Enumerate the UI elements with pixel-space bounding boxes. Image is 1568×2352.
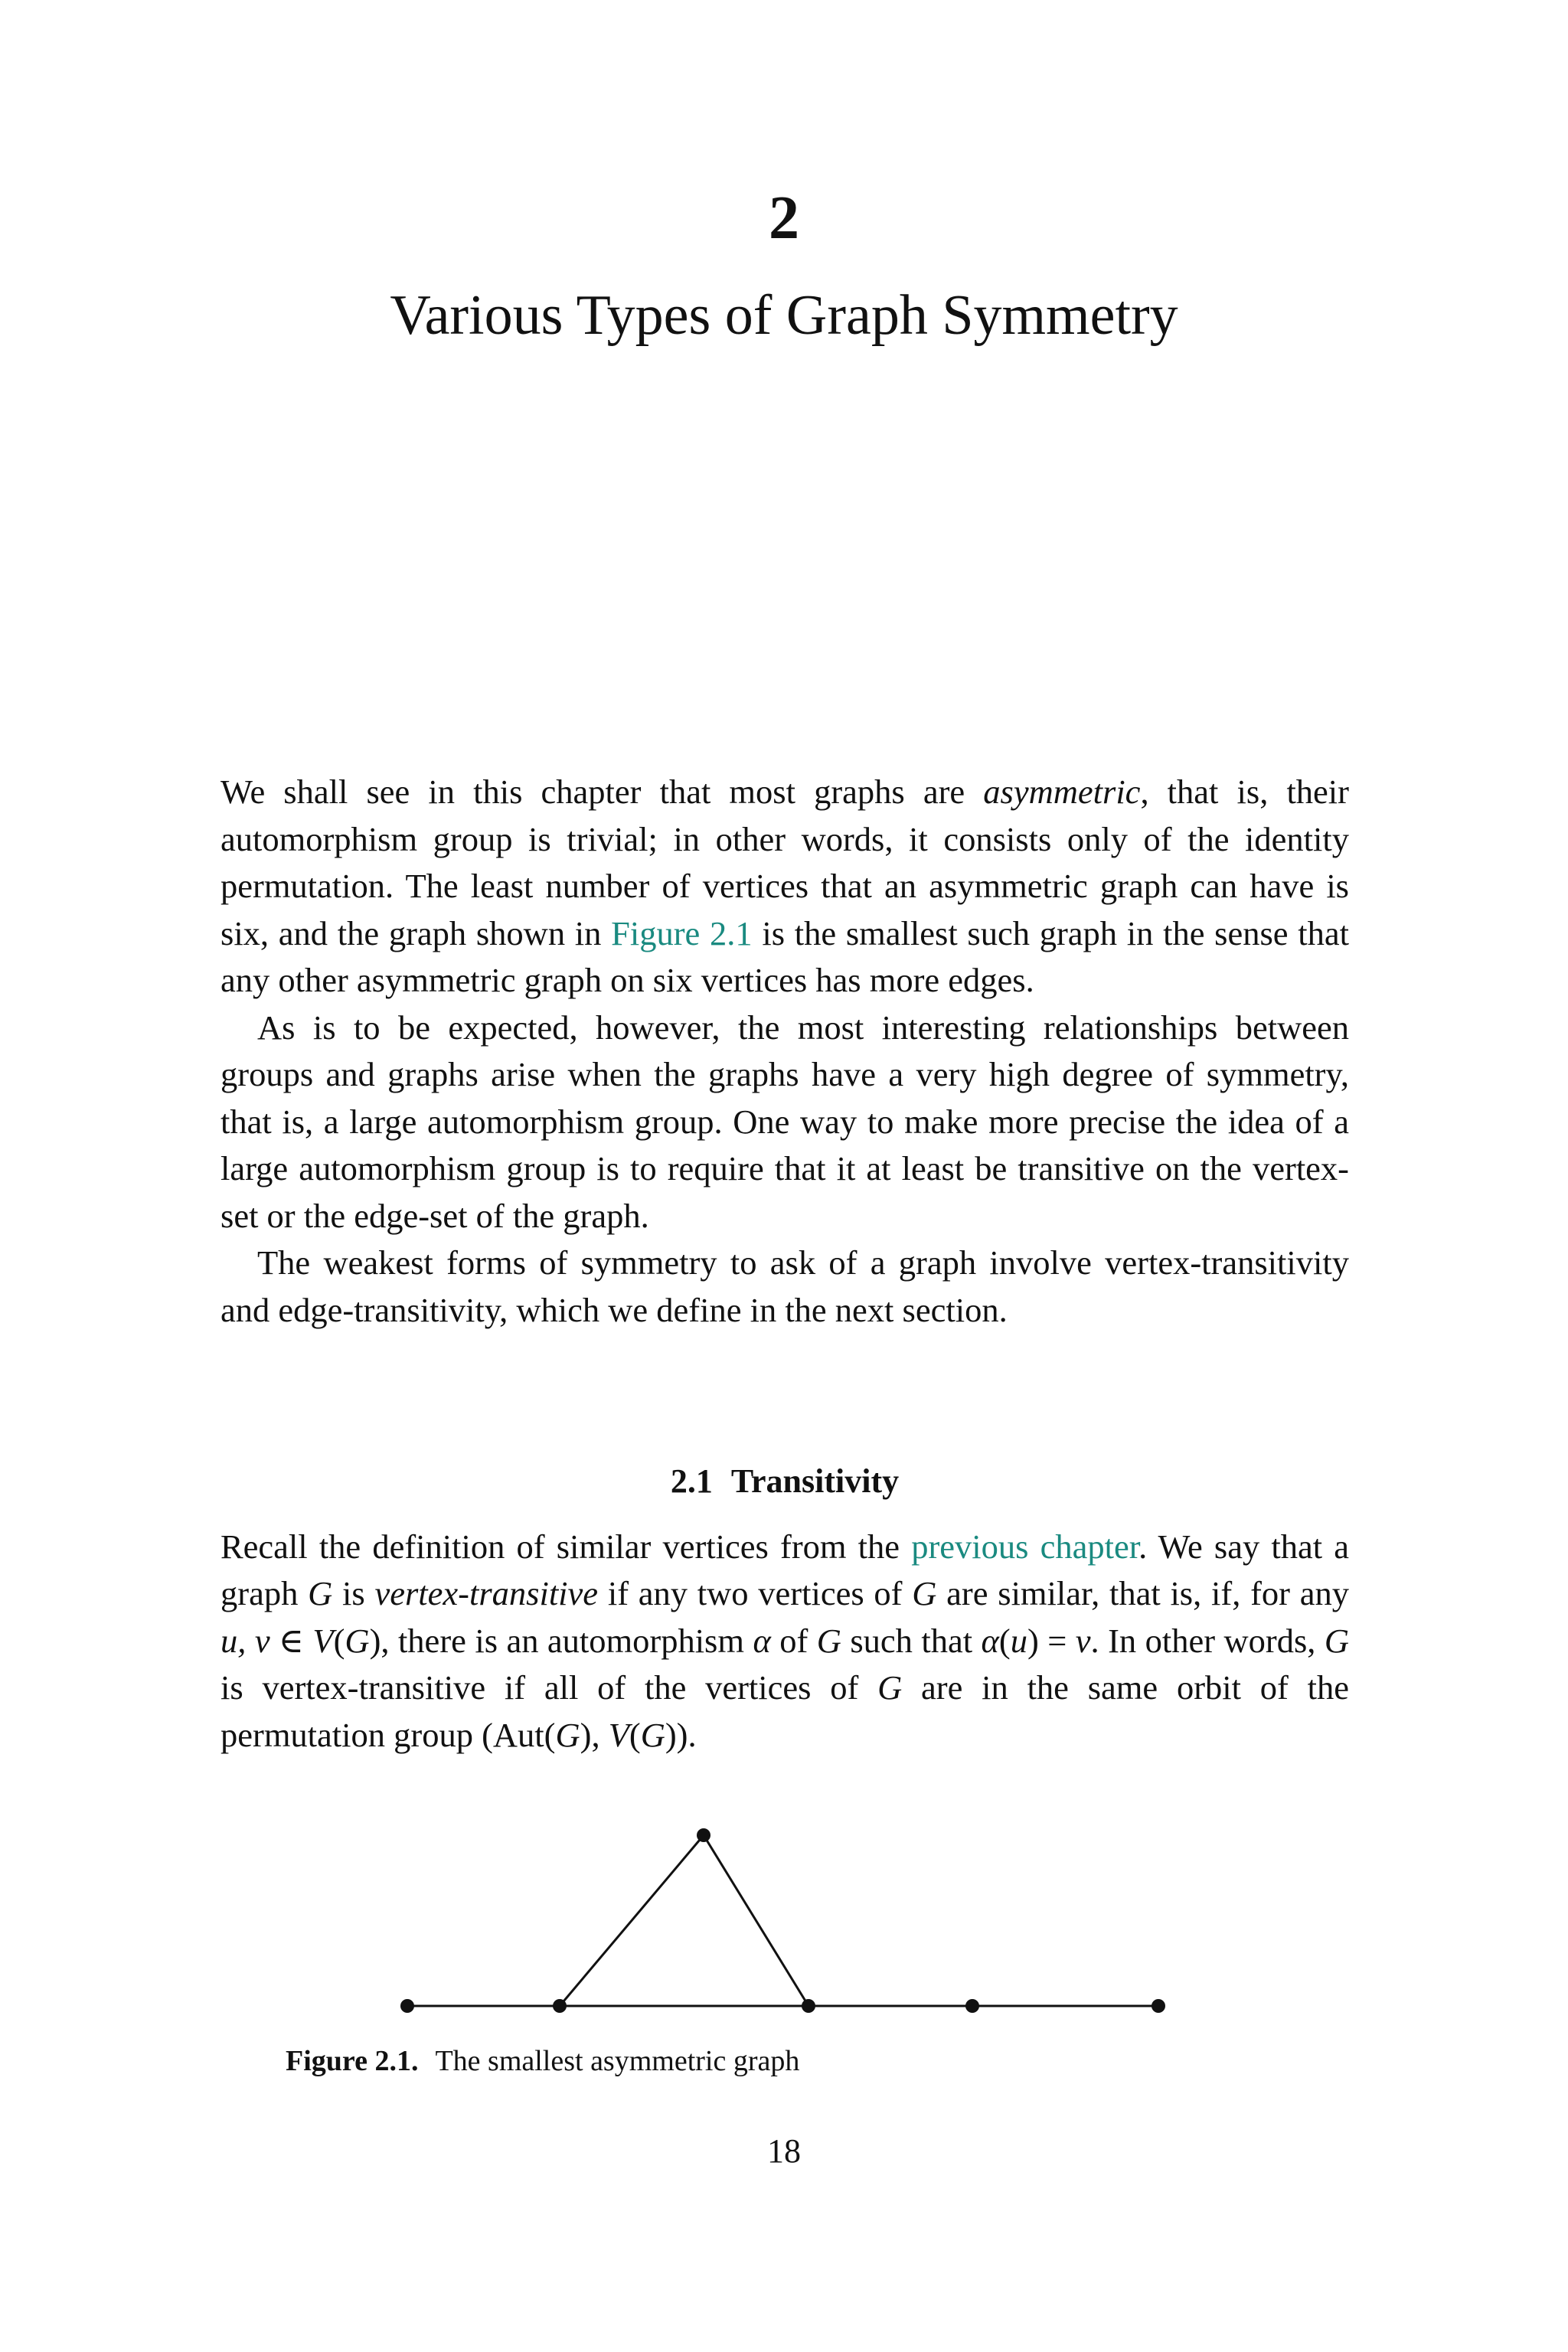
math-var: G: [1324, 1621, 1349, 1660]
page-number: 18: [767, 2132, 801, 2170]
text-run: is vertex-transitive if all of the vertices of: [220, 1668, 878, 1707]
graph-edge: [560, 1835, 704, 2006]
text-run: are similar, that is, if, for any: [936, 1574, 1349, 1612]
text-run: )).: [665, 1715, 697, 1754]
section-number: 2.1: [670, 1462, 713, 1500]
previous-chapter-link[interactable]: previous chapter: [911, 1527, 1139, 1566]
math-var: G: [816, 1621, 841, 1660]
text-run: Recall the definition of similar vertices from the: [220, 1527, 912, 1566]
text-run: , that is, their automorphism group is trivial; in other words, it consists only of the identity permutation. The least number of vertices that an asymmetric graph can have is six, and the graph shown in: [220, 773, 1349, 952]
text-run: ),: [580, 1715, 609, 1754]
graph-vertex: [965, 1999, 979, 2013]
chapter-number: 2: [769, 185, 799, 252]
text-run: ), there is an automorphism: [369, 1621, 753, 1660]
figure-caption-text: The smallest asymmetric graph: [435, 2045, 800, 2077]
emphasis-asymmetric: asymmetric: [983, 773, 1141, 811]
chapter-title: Various Types of Graph Symmetry: [390, 284, 1178, 347]
graph-vertex: [697, 1828, 710, 1842]
math-var: v: [1075, 1621, 1091, 1660]
graph-vertex: [1152, 1999, 1165, 2013]
math-var: G: [877, 1668, 903, 1707]
graph-vertex: [553, 1999, 567, 2013]
text-run: ∈: [270, 1621, 313, 1660]
math-var: u: [1010, 1621, 1027, 1660]
figure-label: Figure 2.1.: [286, 2045, 419, 2077]
math-var: u, v: [220, 1621, 270, 1660]
text-run: is the smallest such graph in the sense that any other asymmetric graph on six vertices has more edges.: [220, 913, 1349, 999]
text-run: is: [332, 1574, 375, 1612]
figure-caption: [286, 2042, 799, 2080]
text-run: are in the same orbit of the permutation group (Aut(: [220, 1668, 1349, 1754]
graph-vertex: [802, 1999, 815, 2013]
text-run: if any two vertices of: [598, 1574, 913, 1612]
text-run: such that: [841, 1621, 982, 1660]
math-var: G: [555, 1715, 580, 1754]
math-var: α: [753, 1621, 771, 1660]
intro-paragraph-3: The weakest forms of symmetry to ask of a graph involve vertex-transitivity and edge-transitivity, which we define in the next section.: [220, 1243, 1349, 1329]
text-run: . We say that a graph: [220, 1527, 1350, 1612]
math-var: G: [308, 1574, 333, 1612]
figure-link[interactable]: Figure 2.1: [611, 913, 753, 952]
math-var: G: [912, 1574, 937, 1612]
text-run: ) =: [1027, 1621, 1076, 1660]
text-run: . In other words,: [1090, 1621, 1325, 1660]
text-run: (: [333, 1621, 345, 1660]
math-var: V: [608, 1715, 629, 1754]
text-run: (: [629, 1715, 641, 1754]
math-var: G: [345, 1621, 370, 1660]
section-title: Transitivity: [730, 1462, 900, 1500]
emphasis-vertex-transitive: vertex-transitive: [374, 1574, 599, 1612]
text-run: (: [998, 1621, 1011, 1660]
intro-paragraph-2: As is to be expected, however, the most interesting relationships between groups and graphs arise when the graphs have a very high degree of symmetry, that is, a large automorphism group. One way to make more precise the idea of a large automorphism group is to require that it at least be transitive on the vertex-set or the edge-set of the graph.: [220, 1008, 1349, 1235]
math-var: G: [640, 1715, 665, 1754]
graph-vertex: [400, 1999, 414, 2013]
text-run: We shall see in this chapter that most graphs are: [220, 773, 984, 811]
math-var: V: [312, 1621, 334, 1660]
math-var: α: [981, 1621, 999, 1660]
graph-edge: [704, 1835, 808, 2006]
text-run: of: [770, 1621, 817, 1660]
